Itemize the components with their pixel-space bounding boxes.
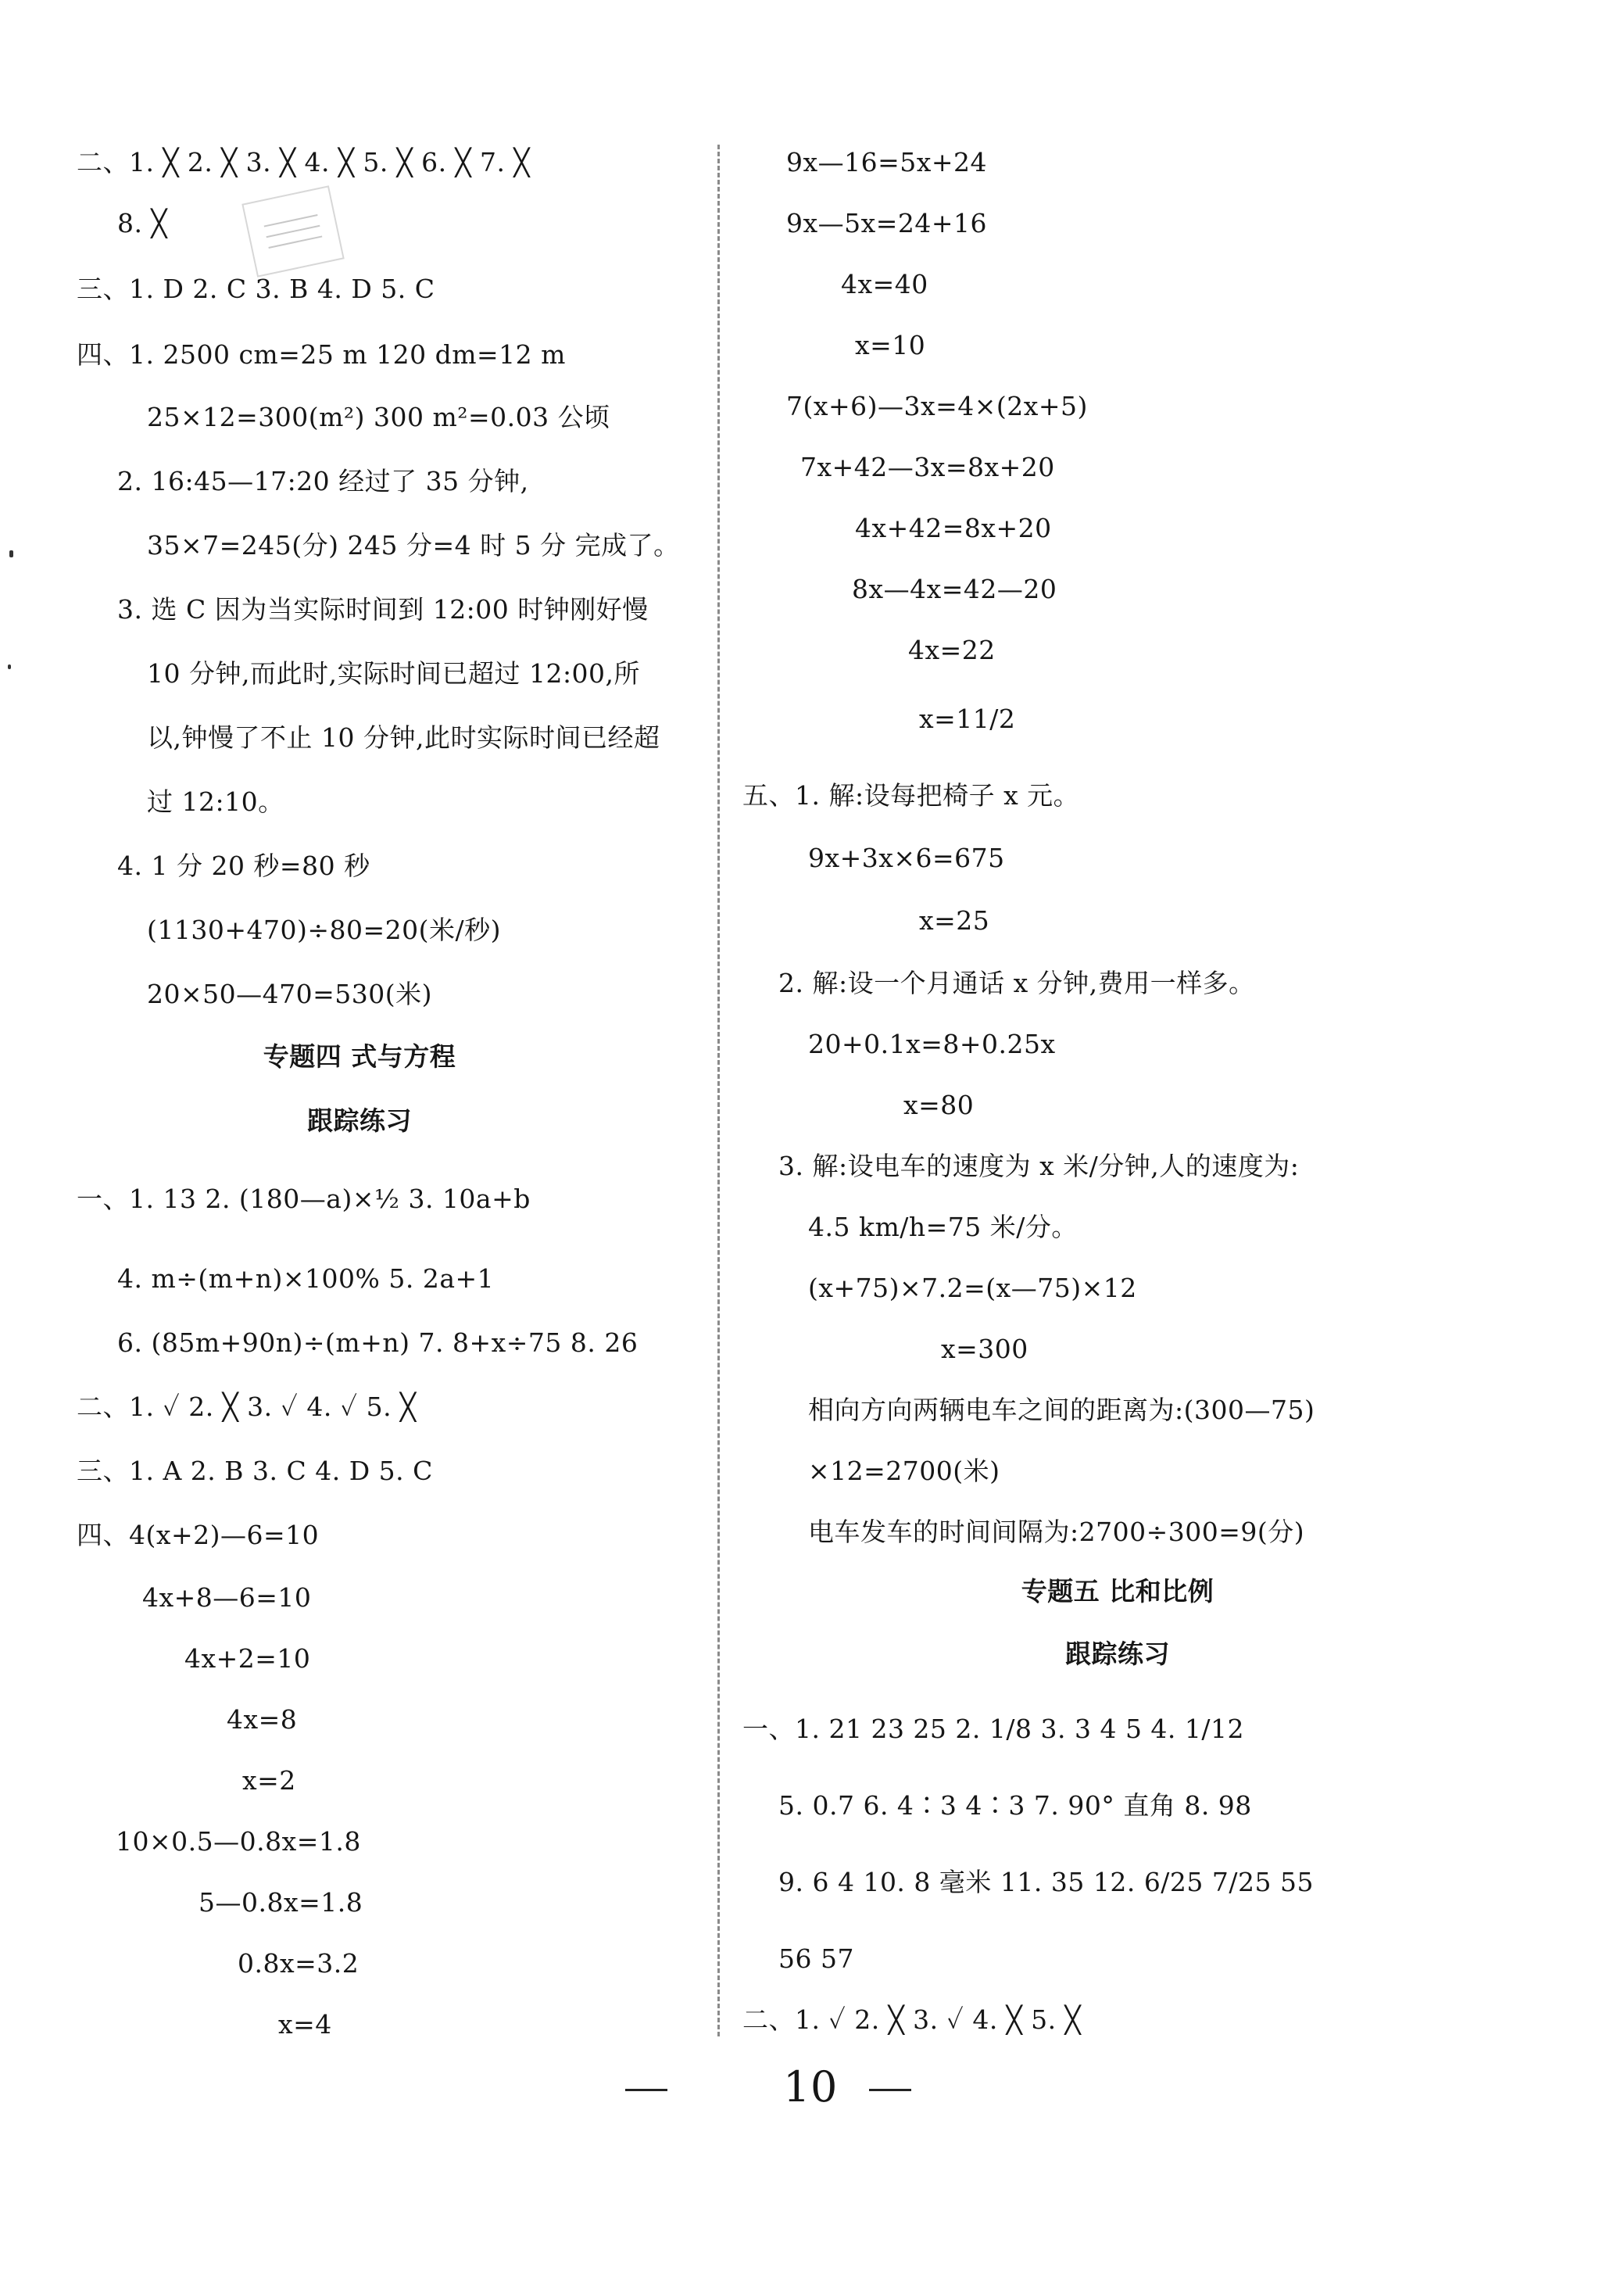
answer-line: 一、1. 21 23 25 2. 1/8 3. 3 4 5 4. 1/12 <box>742 1714 1245 1744</box>
scan-speck <box>8 664 11 669</box>
column-divider <box>717 145 720 2036</box>
equation-line: 4x=40 <box>841 269 928 299</box>
answer-line: 20×50—470=530(米) <box>147 979 433 1009</box>
answer-line: ×12=2700(米) <box>808 1456 1000 1486</box>
answer-line: 电车发车的时间间隔为:2700÷300=9(分) <box>808 1517 1305 1547</box>
subsection-heading: 跟踪练习 <box>1065 1639 1170 1669</box>
answer-line: 3. 解:设电车的速度为 x 米/分钟,人的速度为: <box>778 1151 1300 1181</box>
section-heading: 专题四 式与方程 <box>263 1041 456 1072</box>
answer-line: 五、1. 解:设每把椅子 x 元。 <box>742 780 1080 811</box>
answer-line: 6. (85m+90n)÷(m+n) 7. 8+x÷75 8. 26 <box>117 1327 639 1358</box>
left-column <box>0 0 719 2111</box>
equation-line: 9x—16=5x+24 <box>786 147 987 177</box>
answer-line: 5. 0.7 6. 4∶3 4∶3 7. 90° 直角 8. 98 <box>778 1790 1252 1821</box>
equation-line: x=4 <box>278 2009 332 2040</box>
answer-line: 2. 解:设一个月通话 x 分钟,费用一样多。 <box>778 968 1255 998</box>
answer-line: 10 分钟,而此时,实际时间已超过 12:00,所 <box>147 658 641 689</box>
scan-speck <box>9 550 13 557</box>
answer-line: 三、1. D 2. C 3. B 4. D 5. C <box>77 274 435 304</box>
answer-line: 4. 1 分 20 秒=80 秒 <box>117 851 370 881</box>
stamp-watermark <box>241 185 344 278</box>
equation-line: 4x+42=8x+20 <box>855 513 1052 543</box>
answer-line: 四、1. 2500 cm=25 m 120 dm=12 m <box>77 339 566 370</box>
equation-line: 7(x+6)—3x=4×(2x+5) <box>786 391 1088 421</box>
answer-line: 过 12:10。 <box>147 786 284 817</box>
answer-line: 35×7=245(分) 245 分=4 时 5 分 完成了。 <box>147 530 680 561</box>
equation-line: x=10 <box>855 330 926 360</box>
equation-line: 7x+42—3x=8x+20 <box>800 452 1055 482</box>
answer-line: 3. 选 C 因为当实际时间到 12:00 时钟刚好慢 <box>117 594 649 625</box>
equation-line: (x+75)×7.2=(x—75)×12 <box>808 1273 1137 1303</box>
equation-line: x=80 <box>903 1090 975 1120</box>
section-heading: 专题五 比和比例 <box>1021 1576 1214 1606</box>
equation-line: 4x+2=10 <box>184 1643 311 1674</box>
equation-line: 20+0.1x=8+0.25x <box>808 1029 1056 1059</box>
answer-line: 25×12=300(m²) 300 m²=0.03 公顷 <box>147 402 610 432</box>
equation-line: 5—0.8x=1.8 <box>199 1887 363 1918</box>
subsection-heading: 跟踪练习 <box>307 1105 412 1136</box>
equation-line: 4x=8 <box>227 1704 298 1735</box>
equation-line: 8x—4x=42—20 <box>852 574 1057 604</box>
equation-line: x=2 <box>242 1765 296 1796</box>
answer-line: 9. 6 4 10. 8 毫米 11. 35 12. 6/25 7/25 55 <box>778 1867 1314 1897</box>
equation-line: 9x+3x×6=675 <box>808 843 1005 873</box>
answer-line: (1130+470)÷80=20(米/秒) <box>147 915 502 945</box>
answer-line: 4.5 km/h=75 米/分。 <box>808 1212 1078 1242</box>
equation-line: 4x=22 <box>908 635 996 665</box>
equation-line: 0.8x=3.2 <box>238 1948 359 1979</box>
answer-line: 4. m÷(m+n)×100% 5. 2a+1 <box>117 1263 495 1294</box>
footer-dash-left <box>625 2089 667 2091</box>
answer-line: 以,钟慢了不止 10 分钟,此时实际时间已经超 <box>147 722 660 753</box>
page-number: 10 <box>783 2062 838 2111</box>
answer-line: 2. 16:45—17:20 经过了 35 分钟, <box>117 466 529 496</box>
answer-line: 8. ╳ <box>117 208 167 238</box>
answer-line: 一、1. 13 2. (180—a)×½ 3. 10a+b <box>77 1184 531 1214</box>
answer-line: 二、1. ╳ 2. ╳ 3. ╳ 4. ╳ 5. ╳ 6. ╳ 7. ╳ <box>77 147 530 177</box>
equation-line: 10×0.5—0.8x=1.8 <box>116 1826 361 1857</box>
answer-line: 二、1. ✓ 2. ╳ 3. ✓ 4. ✓ 5. ╳ <box>77 1392 417 1422</box>
equation-line: x=11/2 <box>919 704 1016 734</box>
right-column <box>727 0 1624 2111</box>
answer-line: 56 57 <box>778 1943 854 1974</box>
equation-line: 4x+8—6=10 <box>142 1582 312 1613</box>
footer-dash-right <box>869 2089 911 2091</box>
equation-line: x=300 <box>941 1334 1028 1364</box>
equation-line: 四、4(x+2)—6=10 <box>77 1520 320 1550</box>
answer-line: 相向方向两辆电车之间的距离为:(300—75) <box>808 1395 1315 1425</box>
equation-line: 9x—5x=24+16 <box>786 208 987 238</box>
page-footer <box>0 2056 1624 2119</box>
equation-line: x=25 <box>919 905 990 936</box>
answer-line: 三、1. A 2. B 3. C 4. D 5. C <box>77 1456 433 1486</box>
answer-line: 二、1. ✓ 2. ╳ 3. ✓ 4. ╳ 5. ╳ <box>742 2004 1082 2035</box>
